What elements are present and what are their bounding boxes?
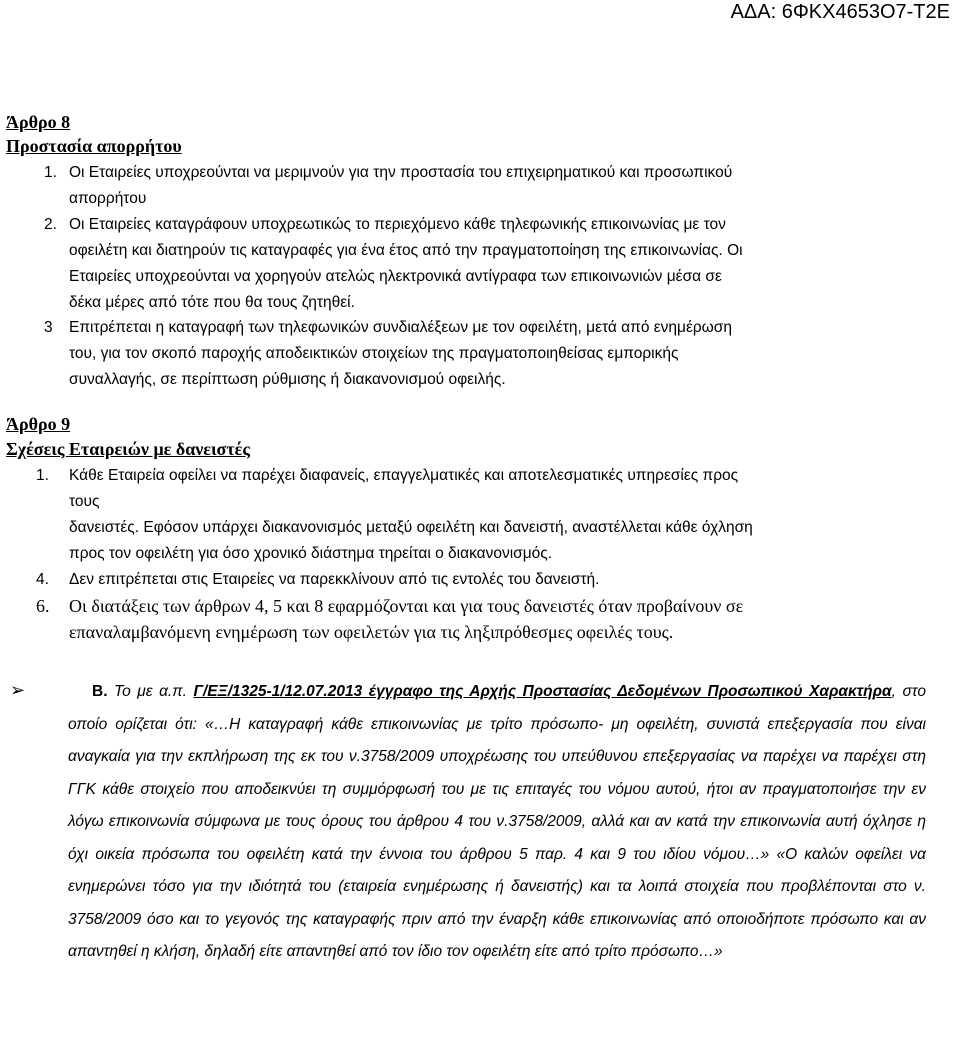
article-9-item-1-number: 1.	[36, 467, 49, 484]
article-8-item-2-line-2: οφειλέτη και διατηρούν τις καταγραφές για ένα έτος από την πραγματοποίηση της επικοινωνίας. Οι	[69, 242, 743, 259]
quote-prefix: Β.	[92, 683, 108, 700]
article-8-item-2-line-3: Εταιρείες υποχρεούνται να χορηγούν ατελώς ηλεκτρονικά αντίγραφα των επικοινωνιών μέσα σε	[69, 268, 722, 285]
article-9-title: Άρθρο 9	[6, 414, 71, 434]
article-8-item-3-line-2: του, για τον σκοπό παροχής αποδεικτικών στοιχείων της πραγματοποιηθείσας εμπορικής	[69, 345, 679, 362]
article-8-item-2-line-1: Οι Εταιρείες καταγράφουν υποχρεωτικώς το περιεχόμενο κάθε τηλεφωνικής επικοινωνίας με τον	[69, 216, 726, 233]
article-9-subtitle: Σχέσεις Εταιρειών με δανειστές	[6, 439, 250, 459]
article-8-item-2-number: 2.	[44, 216, 57, 233]
article-9-item-6-number: 6.	[36, 596, 50, 616]
document-ada-code: ΑΔΑ: 6ΦΚΧ4653Ο7-Τ2Ε	[730, 1, 950, 23]
article-8-item-1-number: 1.	[44, 164, 57, 181]
article-8-item-3-line-1: Επιτρέπεται η καταγραφή των τηλεφωνικών συνδιαλέξεων με τον οφειλέτη, μετά από ενημέρωση	[69, 319, 732, 336]
article-8-item-2-line-4: δέκα μέρες από τότε που θα τους ζητηθεί.	[69, 294, 355, 311]
article-8-subtitle: Προστασία απορρήτου	[6, 136, 182, 156]
article-9-item-6-line-2: επαναλαμβανόμενη ενημέρωση των οφειλετών για τις ληξιπρόθεσμες οφειλές τους.	[69, 622, 674, 642]
article-9-item-1-line-1: Κάθε Εταιρεία οφείλει να παρέχει διαφανείς, επαγγελματικές και αποτελεσματικές υπηρεσίες προς	[69, 467, 739, 484]
quote-intro: Το με α.π.	[107, 683, 194, 700]
apd-document-quote	[68, 676, 926, 969]
article-9-item-1-line-2: τους	[69, 493, 100, 510]
quote-body: , στο οποίο ορίζεται ότι: «…Η καταγραφή κάθε επικοινωνίας με τρίτο πρόσωπο- μη οφειλέτη, συνιστά επεξεργασία που είναι αναγκαία για την εκπλήρωση της εκ του ν.3758/2009 υποχρέωσης του υπεύθυνου επεξεργασίας να παρέχει να παρέχει στη ΓΓΚ κάθε στοιχείο που αποδεικνύει τη συμμόρφωσή του με τις επιταγές του νόμου αυτού, ήτοι αν πραγματοποιήσε την εν λόγω επικοινωνία σύμφωνα με τους όρους του άρθρου 4 του ν.3758/2009, αλλά και αν κατά την επικοινωνία αυτή όχλησε η όχι οικεία πρόσωπα του οφειλέτη κατά την έννοια του άρθρου 5 παρ. 4 και 9 του ιδίου νόμου…» «Ο καλών οφείλει να ενημερώνει τόσο για την ιδιότητά του (εταιρεία ενημέρωσης ή δανειστής) και τα λοιπά στοιχεία που προβλέπονται στο ν. 3758/2009 όσο και το γεγονός της καταγραφής πριν από την έναρξη κάθε επικοινωνίας από οποιοδήποτε πρόσωπο και αν απαντηθεί η κλήση, δηλαδή είτε απαντηθεί από τον ίδιο τον οφειλέτη είτε από τρίτο πρόσωπο…»	[68, 683, 927, 960]
article-8-item-3-number: 3	[44, 319, 53, 336]
arrow-bullet-icon: ➢	[10, 680, 26, 700]
article-8-title: Άρθρο 8	[6, 112, 71, 132]
article-9-item-4-number: 4.	[36, 571, 49, 588]
article-8-item-3-line-3: συναλλαγής, σε περίπτωση ρύθμισης ή διακανονισμού οφειλής.	[69, 371, 506, 388]
article-9-item-1-line-3: δανειστές. Εφόσον υπάρχει διακανονισμός μεταξύ οφειλέτη και δανειστή, αναστέλλεται κάθε όχληση	[69, 519, 753, 536]
article-9-item-1-line-4: προς τον οφειλέτη για όσο χρονικό διάστημα τηρείται ο διακανονισμός.	[69, 545, 553, 562]
quote-document-reference: Γ/ΕΞ/1325-1/12.07.2013 έγγραφο της Αρχής Προστασίας Δεδομένων Προσωπικού Χαρακτήρα	[193, 683, 892, 700]
article-9-item-6-line-1: Οι διατάξεις των άρθρων 4, 5 και 8 εφαρμόζονται και για τους δανειστές όταν προβαίνουν σε	[69, 596, 744, 616]
article-8-item-1-line-2: απορρήτου	[69, 190, 147, 207]
article-9-item-4-line-1: Δεν επιτρέπεται στις Εταιρείες να παρεκκλίνουν από τις εντολές του δανειστή.	[69, 571, 600, 588]
article-8-item-1-line-1: Οι Εταιρείες υποχρεούνται να μεριμνούν για την προστασία του επιχειρηματικού και προσωπικού	[69, 164, 733, 181]
